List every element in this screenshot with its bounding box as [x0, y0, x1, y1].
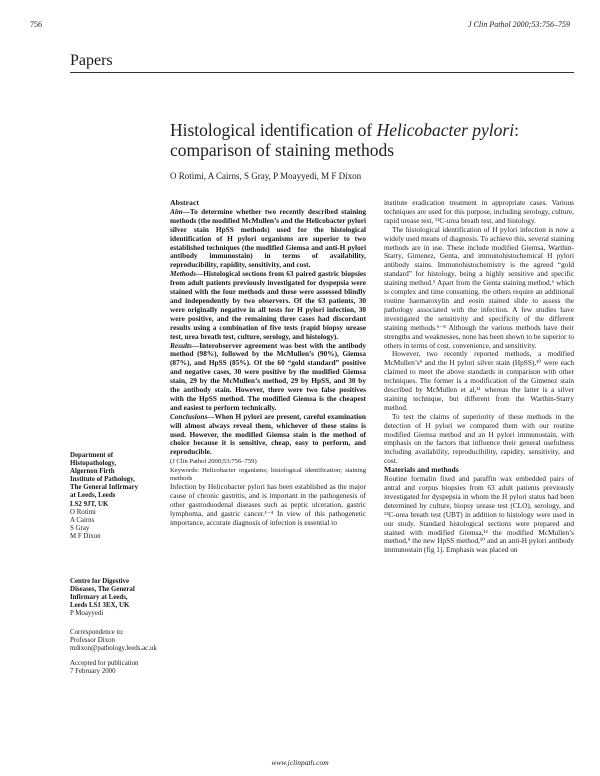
materials-methods-heading: Materials and methods: [384, 465, 459, 475]
title-part2: :: [514, 120, 519, 140]
affil1-name: S Gray: [70, 524, 90, 532]
conclusions-label: Conclusions—: [170, 411, 215, 421]
abstract-conclusions: [170, 413, 366, 458]
affil2-line: Centre for Digestive: [70, 578, 130, 585]
body-paragraph-3: However, two recently reported methods, a modified McMullen’s⁹ and the H pylori silver stain (HpSS),¹⁰ were each claimed to meet the above standards in comparison with other techniques. The former is a modification of the Gimenez stain described by McMullen et al,¹¹ whereas the latter is a silver staining technique, but different from the Warthin-Starry method.: [384, 349, 574, 412]
accepted-line: 7 February 2000: [70, 668, 116, 676]
conclusions-text: When H pylori are present, careful examination will almost always reveal them, whichever of these stains is used. However, the modified Giemsa stain is the method of choice because it is sensitive, cheap, easy to perform, and reproducible.: [170, 411, 366, 457]
aim-text: To determine whether two recently described staining methods (the modified McMullen’s and the Helicobacter pylori silver stain HpSS methods) used for the histological identification of H pylori organisms are superior to two established techniques (the modified Giemsa and anti-H pylori antibody immunostain) in terms of availability, reproducibility, rapidity, sensitivity, and cost.: [170, 206, 366, 270]
affil1-name: O Rotimi: [70, 508, 96, 516]
affil1-line: Histopathology,: [70, 460, 117, 468]
affil1-line: Institute of Pathology,: [70, 476, 135, 484]
affil1-line: LS2 9JT, UK: [70, 500, 109, 508]
abstract-column: [170, 199, 366, 528]
abstract-heading: Abstract: [170, 198, 200, 207]
affil2-name: P Moayyedi: [70, 610, 104, 618]
results-label: Results—: [170, 340, 200, 350]
article-title: [170, 120, 570, 160]
intro-paragraph: Infection by Helicobacter pylori has been established as the major cause of chronic gastritis, and is important in the pathogenesis of other gastroduodenal diseases such as peptic ulceration, gastric lymphoma, and gastric cancer.¹⁻⁴ In view of this pathogenetic importance, accurate diagnosis of infection is essential to: [170, 482, 366, 527]
keywords: Keywords: Helicobacter organisms; histological identification; staining methods: [170, 467, 366, 483]
abstract-aim: [170, 208, 366, 270]
correspondence-label: Correspondence to:: [70, 629, 124, 636]
affiliation-1: [70, 452, 160, 541]
affil1-line: Algernon Firth: [70, 468, 115, 476]
title-part1: Histological identification of: [170, 120, 377, 140]
affil2-line: Diseases, The General: [70, 586, 135, 594]
section-heading: Papers: [70, 52, 113, 69]
affil2-line: Infirmary at Leeds,: [70, 594, 128, 602]
affil1-name: A Cairns: [70, 516, 95, 524]
methods-text: Histological sections from 63 paired gastric biopsies from adult patients previously investigated for dyspepsia were stained with the four methods and these were assessed blindly and independently by two observers. Of the 63 patients, 30 were originally negative in all tests for H pylori infection, 30 were positive, and the remaining three cases had discordant results using a combination of five tests (rapid biopsy urease test, urea breath test, culture, serology, and histology).: [170, 269, 366, 341]
title-italic: Helicobacter pylori: [376, 120, 515, 140]
affil1-line: The General Infirmary: [70, 484, 139, 492]
abstract-results: [170, 342, 366, 413]
header-rule: [70, 72, 574, 73]
affil2-line: Leeds LS1 3EX, UK: [70, 602, 130, 610]
body-paragraph-4: To test the claims of superiority of these methods in the detection of H pylori we compared them with our routine modified Giemsa method and an H pylori immunostain, with emphasis on the factors that influence their general usefulness including availability, reproducibility, rapidity, sensitivity, and cost.: [384, 411, 574, 466]
author-list: O Rotimi, A Cairns, S Gray, P Moayyedi, M F Dixon: [170, 171, 362, 181]
materials-methods-paragraph: Routine formalin fixed and paraffin wax embedded pairs of antral and corpus biopsies from 63 adult patients previously investigated for dyspepsia in whom the H pylori status had been determined by culture, biopsy urease test (CLO), serology, and ¹³C-urea breath test (UBT) in addition to histology were used in our study. Standard histological sections were prepared and stained with modified Giemsa,¹² the modified McMullen’s method,⁹ the new HpSS method,¹⁰ and an anti-H pylori antibody immunostain (fig 1). Emphasis was placed on: [384, 474, 574, 555]
page-number: 756: [30, 20, 42, 29]
abstract-citation: (J Clin Pathol 2000;53:756–759): [170, 458, 257, 466]
affil1-name: M F Dixon: [70, 532, 101, 540]
correspondence-email[interactable]: mdixon@pathology.leeds.ac.uk: [70, 645, 157, 653]
title-line2: comparison of staining methods: [170, 140, 395, 160]
affil1-line: Department of: [70, 452, 114, 459]
abstract-methods: [170, 270, 366, 341]
body-paragraph-2: The histological identification of H pylori infection is now a widely used means of diagnosis. To achieve this, several staining methods are in use. These include modified Giemsa, Warthin-Starry, Gimenez, Genta, and immunohistochemical H pylori antibody stains. Immunohistochemistry is the agreed “gold standard” for histology, being a highly sensitive and specific staining method.⁵ Apart from the Genta staining method,⁶ which is complex and time consuming, the others require an additional routine haematoxylin and eosin stained slide to assess the pathology associated with the infection. A few studies have investigated the sensitivity and specificity of the different staining methods.⁵⁻⁸ Although the various methods have their strengths and weaknesses, none has been shown to be superior to others in terms of cost, convenience, and sensitivity.: [384, 224, 574, 350]
accepted-line: Accepted for publication: [70, 660, 139, 667]
results-text: Interobserver agreement was best with the antibody method (98%), followed by the McMullen’s (90%), Giemsa (87%), and HpSS (85%). Of the 60 “gold standard” positive and negative cases, 30 were positive by the modified Giemsa stain, 29 by the McMullen’s method, 29 by HpSS, and 30 by the antibody stain. However, there were two false positives with the HpSS method. The modified Giemsa is the cheapest and easiest to perform technically.: [170, 340, 366, 412]
right-column: [384, 199, 574, 555]
journal-citation: J Clin Pathol 2000;53:756–759: [468, 20, 570, 29]
accepted-date: [70, 660, 160, 676]
affil1-line: at Leeds, Leeds: [70, 492, 116, 500]
body-paragraph-1: institute eradication treatment in appropriate cases. Various techniques are used for this purpose, including serology, culture, rapid urease test, ¹³C-urea breath test, and histology.: [384, 198, 574, 225]
methods-label: Methods—: [170, 269, 204, 279]
correspondence-line: Professor Dixon: [70, 637, 115, 645]
correspondence: [70, 629, 160, 653]
footer-url[interactable]: www.jclinpath.com: [271, 758, 329, 767]
affiliation-2: [70, 578, 160, 618]
aim-label: Aim—: [170, 206, 190, 216]
